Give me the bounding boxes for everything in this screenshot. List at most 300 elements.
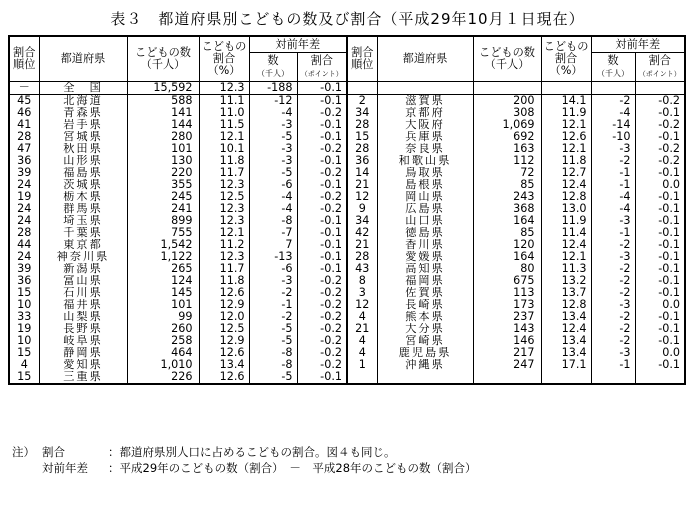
right-yoy-count-cell [591,82,635,95]
right-children-count-cell: 173 [473,299,541,311]
right-children-ratio-cell: 17.1 [541,359,591,371]
pref-header: 都道府県 [39,36,127,82]
left-yoy-count-cell: -8 [249,347,297,359]
right-yoy-ratio-cell: -0.1 [635,227,685,239]
left-yoy-ratio-cell: -0.1 [297,82,347,95]
right-yoy-count-cell: -3 [591,143,635,155]
left-children-count-cell: 1,542 [127,239,199,251]
right-yoy-count-cell: -2 [591,287,635,299]
left-rank-cell: 24 [17,179,32,191]
right-children-ratio-cell: 12.4 [541,323,591,335]
right-yoy-ratio-cell: -0.1 [635,107,685,119]
right-children-ratio-cell: 11.9 [541,107,591,119]
yoy-ratio-label: 割合 [310,53,333,67]
right-prefecture-cell: 愛媛県 [377,251,473,263]
yoy-ratio-header [297,53,347,82]
table-row [9,335,685,347]
left-yoy-count-cell: -5 [249,167,297,179]
left-yoy-count-cell: -4 [249,191,297,203]
left-children-count-cell: 1,010 [127,359,199,371]
table-body [9,82,685,385]
right-rank-cell: 4 [347,311,377,323]
table-row [9,179,685,191]
right-prefecture-cell: 福岡県 [377,275,473,287]
left-rank-cell: 46 [17,107,32,119]
left-children-count-cell: 101 [127,299,199,311]
left-yoy-count-cell: -2 [249,287,297,299]
right-prefecture-cell: 大分県 [377,323,473,335]
right-prefecture-cell: 岡山県 [377,191,473,203]
right-yoy-count-cell: -3 [591,299,635,311]
left-children-count-cell: 260 [127,323,199,335]
table-row [9,82,685,95]
right-yoy-ratio-cell: -0.2 [635,155,685,167]
right-yoy-count-cell: -3 [591,251,635,263]
right-children-count-cell: 247 [473,359,541,371]
right-yoy-count-cell [591,371,635,384]
left-children-ratio-cell: 12.9 [199,335,249,347]
yoy-num-label: 数 [267,53,279,67]
table-row [9,95,685,108]
left-rank-cell: 47 [17,143,32,155]
table-row [9,311,685,323]
right-yoy-count-cell: -1 [591,179,635,191]
table-row [9,251,685,263]
left-rank-cell: 44 [17,239,32,251]
rank-header-right: 割合順位 [347,36,377,82]
right-rank-cell: 14 [347,167,377,179]
right-yoy-count-cell: -4 [591,203,635,215]
right-children-ratio-cell: 12.1 [541,143,591,155]
left-prefecture-cell: 栃木県 [39,191,127,203]
right-yoy-count-cell: -2 [591,275,635,287]
left-children-ratio-cell: 11.7 [199,167,249,179]
left-prefecture-cell: 富山県 [39,275,127,287]
left-children-count-cell: 280 [127,131,199,143]
right-yoy-ratio-cell: -0.1 [635,191,685,203]
left-yoy-count-cell: -188 [249,82,297,95]
right-rank-cell: 28 [347,119,377,131]
right-rank-cell: 12 [347,191,377,203]
yoy-ratio-header-right [635,53,685,82]
left-yoy-ratio-cell: -0.2 [297,203,347,215]
left-rank-cell: 24 [17,215,32,227]
right-children-ratio-cell [541,371,591,384]
left-yoy-count-cell: -3 [249,119,297,131]
right-rank-cell: 43 [347,263,377,275]
right-prefecture-cell: 和歌山県 [377,155,473,167]
left-yoy-ratio-cell: -0.1 [297,119,347,131]
left-children-ratio-cell: 12.3 [199,203,249,215]
left-children-count-cell: 755 [127,227,199,239]
left-yoy-ratio-cell: -0.1 [297,215,347,227]
right-children-count-cell: 237 [473,311,541,323]
right-rank-cell: 8 [347,275,377,287]
right-rank-cell: 21 [347,323,377,335]
left-rank-cell: 24 [17,251,32,263]
right-yoy-ratio-cell: 0.0 [635,347,685,359]
right-yoy-count-cell: -4 [591,191,635,203]
left-prefecture-cell: 福島県 [39,167,127,179]
right-prefecture-cell: 奈良県 [377,143,473,155]
right-children-ratio-cell: 12.8 [541,299,591,311]
right-prefecture-cell: 島根県 [377,179,473,191]
right-children-count-cell: 146 [473,335,541,347]
left-yoy-count-cell: -3 [249,155,297,167]
left-children-count-cell: 101 [127,143,199,155]
left-children-count-cell: 899 [127,215,199,227]
table-row [9,215,685,227]
left-prefecture-cell: 山梨県 [39,311,127,323]
left-prefecture-cell: 北海道 [39,95,127,108]
table-row [9,191,685,203]
left-prefecture-cell: 静岡県 [39,347,127,359]
left-yoy-count-cell: -2 [249,311,297,323]
left-yoy-ratio-cell: -0.1 [297,227,347,239]
left-yoy-ratio-cell: -0.2 [297,335,347,347]
right-prefecture-cell: 佐賀県 [377,287,473,299]
right-children-count-cell: 113 [473,287,541,299]
left-children-count-cell: 145 [127,287,199,299]
notes [12,444,477,476]
right-rank-cell: 42 [347,227,377,239]
left-children-ratio-cell: 11.1 [199,95,249,108]
children-header: こどもの数（千人） [127,36,199,82]
note-text-ratio: ：都道府県別人口に占めるこどもの割合。図４も同じ。 [108,445,396,459]
right-rank-cell: 4 [347,347,377,359]
right-rank-cell: 21 [347,179,377,191]
right-yoy-ratio-cell: -0.1 [635,263,685,275]
left-children-count-cell: 241 [127,203,199,215]
left-children-count-cell: 258 [127,335,199,347]
yoy-num-label-right: 数 [607,53,619,67]
right-yoy-ratio-cell: 0.0 [635,179,685,191]
right-yoy-count-cell: -2 [591,311,635,323]
yoy-header-right: 対前年差 [591,36,685,53]
right-yoy-ratio-cell: -0.1 [635,335,685,347]
right-children-count-cell [473,82,541,95]
right-children-ratio-cell: 12.8 [541,191,591,203]
left-prefecture-cell: 岐阜県 [39,335,127,347]
left-children-count-cell: 99 [127,311,199,323]
left-children-ratio-cell: 11.0 [199,107,249,119]
right-children-count-cell: 200 [473,95,541,108]
right-children-ratio-cell: 12.1 [541,119,591,131]
right-yoy-ratio-cell: -0.1 [635,215,685,227]
left-prefecture-cell: 新潟県 [39,263,127,275]
left-yoy-ratio-cell: -0.2 [297,299,347,311]
left-rank-cell: 10 [17,335,32,347]
right-children-ratio-cell: 13.4 [541,347,591,359]
left-children-ratio-cell: 11.8 [199,155,249,167]
right-rank-cell: 28 [347,143,377,155]
right-children-ratio-cell: 12.1 [541,251,591,263]
left-yoy-count-cell: -1 [249,299,297,311]
right-rank-cell: 2 [347,95,377,108]
left-rank-cell: 36 [17,275,32,287]
right-rank-cell [347,371,377,384]
left-children-count-cell: 220 [127,167,199,179]
right-prefecture-cell: 香川県 [377,239,473,251]
left-prefecture-cell: 埼玉県 [39,215,127,227]
left-children-ratio-cell: 11.7 [199,263,249,275]
right-children-ratio-cell: 11.4 [541,227,591,239]
left-rank-cell: 39 [17,167,32,179]
right-prefecture-cell: 山口県 [377,215,473,227]
left-children-ratio-cell: 10.1 [199,143,249,155]
left-yoy-ratio-cell: -0.2 [297,311,347,323]
left-yoy-count-cell: -12 [249,95,297,108]
table-row [9,143,685,155]
left-children-ratio-cell: 12.1 [199,227,249,239]
right-rank-cell: 9 [347,203,377,215]
left-children-count-cell: 588 [127,95,199,108]
left-children-ratio-cell: 12.3 [199,251,249,263]
right-yoy-count-cell: -3 [591,347,635,359]
left-prefecture-cell: 山形県 [39,155,127,167]
right-children-ratio-cell [541,82,591,95]
right-children-count-cell: 120 [473,239,541,251]
left-children-ratio-cell: 12.1 [199,131,249,143]
left-children-count-cell: 124 [127,275,199,287]
left-yoy-ratio-cell: -0.2 [297,167,347,179]
right-yoy-count-cell: -3 [591,215,635,227]
yoy-num-unit: （千人） [257,68,289,78]
table-row [9,167,685,179]
right-children-count-cell [473,371,541,384]
right-prefecture-cell: 宮崎県 [377,335,473,347]
right-prefecture-cell: 鹿児島県 [377,347,473,359]
right-yoy-ratio-cell [635,82,685,95]
right-prefecture-cell: 広島県 [377,203,473,215]
left-yoy-ratio-cell: -0.1 [297,371,347,384]
left-yoy-count-cell: -13 [249,251,297,263]
left-yoy-count-cell: -6 [249,263,297,275]
note-text-yoy: ：平成29年のこどもの数（割合） － 平成28年のこどもの数（割合） [108,461,477,475]
right-children-ratio-cell: 13.0 [541,203,591,215]
right-yoy-ratio-cell: -0.1 [635,167,685,179]
right-children-ratio-cell: 12.6 [541,131,591,143]
left-rank-cell: 19 [17,323,32,335]
right-yoy-count-cell: -10 [591,131,635,143]
right-children-count-cell: 243 [473,191,541,203]
right-yoy-ratio-cell: -0.1 [635,311,685,323]
left-children-count-cell: 245 [127,191,199,203]
right-prefecture-cell: 滋賀県 [377,95,473,108]
right-children-count-cell: 217 [473,347,541,359]
right-yoy-count-cell: -1 [591,227,635,239]
note-label-yoy: 対前年差 [42,461,88,475]
right-yoy-ratio-cell: -0.1 [635,275,685,287]
right-yoy-ratio-cell: -0.2 [635,95,685,108]
left-children-ratio-cell: 12.6 [199,347,249,359]
left-yoy-ratio-cell: -0.1 [297,263,347,275]
ratio-header-right: こどもの割合（%） [541,36,591,82]
right-children-ratio-cell: 11.3 [541,263,591,275]
table-row [9,371,685,384]
right-yoy-ratio-cell: -0.1 [635,359,685,371]
left-prefecture-cell: 青森県 [39,107,127,119]
left-yoy-ratio-cell: -0.1 [297,95,347,108]
pref-header-right: 都道府県 [377,36,473,82]
right-yoy-ratio-cell: -0.1 [635,239,685,251]
left-rank-cell: 15 [17,347,32,359]
left-rank-cell: 24 [17,203,32,215]
table-row [9,263,685,275]
right-rank-cell: 34 [347,107,377,119]
left-children-count-cell: 141 [127,107,199,119]
right-children-count-cell: 112 [473,155,541,167]
right-yoy-ratio-cell: -0.1 [635,203,685,215]
left-yoy-count-cell: -5 [249,131,297,143]
left-children-ratio-cell: 11.2 [199,239,249,251]
yoy-num-header [249,53,297,82]
right-rank-cell: 28 [347,251,377,263]
right-prefecture-cell: 沖縄県 [377,359,473,371]
left-rank-cell: 15 [17,371,32,383]
left-yoy-ratio-cell: -0.2 [297,107,347,119]
left-children-ratio-cell: 12.6 [199,371,249,384]
table-row [9,203,685,215]
left-children-ratio-cell: 12.3 [199,179,249,191]
left-yoy-ratio-cell: -0.2 [297,287,347,299]
left-children-count-cell: 15,592 [127,82,199,95]
left-yoy-ratio-cell: -0.2 [297,323,347,335]
right-children-ratio-cell: 14.1 [541,95,591,108]
left-yoy-count-cell: -5 [249,323,297,335]
left-prefecture-cell: 東京都 [39,239,127,251]
note-label-ratio: 割合 [42,445,65,459]
left-rank-cell: 39 [17,263,32,275]
left-prefecture-cell: 茨城県 [39,179,127,191]
right-prefecture-cell: 兵庫県 [377,131,473,143]
left-yoy-ratio-cell: -0.2 [297,191,347,203]
left-children-count-cell: 226 [127,371,199,384]
right-children-ratio-cell: 13.4 [541,335,591,347]
right-prefecture-cell [377,371,473,384]
right-children-count-cell: 368 [473,203,541,215]
left-rank-cell: 36 [17,155,32,167]
left-prefecture-cell: 全 国 [39,82,127,95]
right-yoy-ratio-cell: -0.2 [635,119,685,131]
right-children-ratio-cell: 12.7 [541,167,591,179]
table-row [9,155,685,167]
right-prefecture-cell: 徳島県 [377,227,473,239]
right-yoy-count-cell: -14 [591,119,635,131]
left-prefecture-cell: 千葉県 [39,227,127,239]
left-children-ratio-cell: 12.9 [199,299,249,311]
left-prefecture-cell: 愛知県 [39,359,127,371]
table-row [9,347,685,359]
left-rank-cell: 10 [17,299,32,311]
right-children-count-cell: 143 [473,323,541,335]
right-rank-cell [347,82,377,95]
left-prefecture-cell: 秋田県 [39,143,127,155]
left-children-count-cell: 265 [127,263,199,275]
table-row [9,119,685,131]
left-yoy-ratio-cell: -0.2 [297,143,347,155]
right-children-ratio-cell: 13.7 [541,287,591,299]
left-yoy-ratio-cell: -0.2 [297,359,347,371]
right-rank-cell: 3 [347,287,377,299]
right-children-count-cell: 675 [473,275,541,287]
right-rank-cell: 34 [347,215,377,227]
yoy-num-header-right [591,53,635,82]
left-children-ratio-cell: 12.5 [199,323,249,335]
table-row [9,239,685,251]
right-yoy-count-cell: -1 [591,359,635,371]
yoy-ratio-label-right: 割合 [648,53,671,67]
right-children-ratio-cell: 11.8 [541,155,591,167]
right-yoy-ratio-cell: 0.0 [635,299,685,311]
right-rank-cell: 12 [347,299,377,311]
right-yoy-count-cell: -2 [591,323,635,335]
left-children-ratio-cell: 11.5 [199,119,249,131]
left-yoy-ratio-cell: -0.2 [297,275,347,287]
right-children-count-cell: 1,069 [473,119,541,131]
right-yoy-ratio-cell [635,371,685,384]
yoy-ratio-unit-right: （ポイント） [638,69,681,78]
left-children-count-cell: 144 [127,119,199,131]
right-prefecture-cell: 大阪府 [377,119,473,131]
left-yoy-count-cell: -5 [249,371,297,384]
right-children-count-cell: 163 [473,143,541,155]
left-children-ratio-cell: 12.3 [199,82,249,95]
right-children-count-cell: 692 [473,131,541,143]
rank-header: 割合順位 [9,36,39,82]
left-prefecture-cell: 群馬県 [39,203,127,215]
left-prefecture-cell: 福井県 [39,299,127,311]
right-yoy-ratio-cell: -0.1 [635,251,685,263]
right-yoy-count-cell: -1 [591,167,635,179]
left-rank-cell: 33 [17,311,32,323]
right-yoy-ratio-cell: -0.1 [635,287,685,299]
right-children-count-cell: 80 [473,263,541,275]
left-yoy-count-cell: -7 [249,227,297,239]
left-yoy-ratio-cell: -0.1 [297,179,347,191]
left-yoy-count-cell: 7 [249,239,297,251]
table-row [9,275,685,287]
left-rank-cell: 45 [17,94,32,107]
right-children-ratio-cell: 12.4 [541,239,591,251]
left-children-ratio-cell: 12.0 [199,311,249,323]
left-yoy-count-cell: -3 [249,143,297,155]
right-yoy-count-cell: -2 [591,335,635,347]
left-yoy-ratio-cell: -0.1 [297,239,347,251]
left-yoy-count-cell: -4 [249,107,297,119]
left-yoy-count-cell: -4 [249,203,297,215]
left-rank-cell: 28 [17,131,32,143]
notes-prefix: 注） [12,445,35,459]
left-children-ratio-cell: 12.5 [199,191,249,203]
left-yoy-ratio-cell: -0.1 [297,155,347,167]
right-children-ratio-cell: 13.2 [541,275,591,287]
right-children-count-cell: 164 [473,215,541,227]
prefecture-children-table [8,35,686,385]
left-children-count-cell: 355 [127,179,199,191]
right-children-count-cell: 85 [473,227,541,239]
yoy-header: 対前年差 [249,36,347,53]
left-children-count-cell: 130 [127,155,199,167]
left-yoy-ratio-cell: -0.1 [297,251,347,263]
right-prefecture-cell [377,82,473,95]
left-children-ratio-cell: 11.8 [199,275,249,287]
left-children-count-cell: 1,122 [127,251,199,263]
table-row [9,227,685,239]
table-row [9,287,685,299]
ratio-header: こどもの割合（%） [199,36,249,82]
left-prefecture-cell: 石川県 [39,287,127,299]
